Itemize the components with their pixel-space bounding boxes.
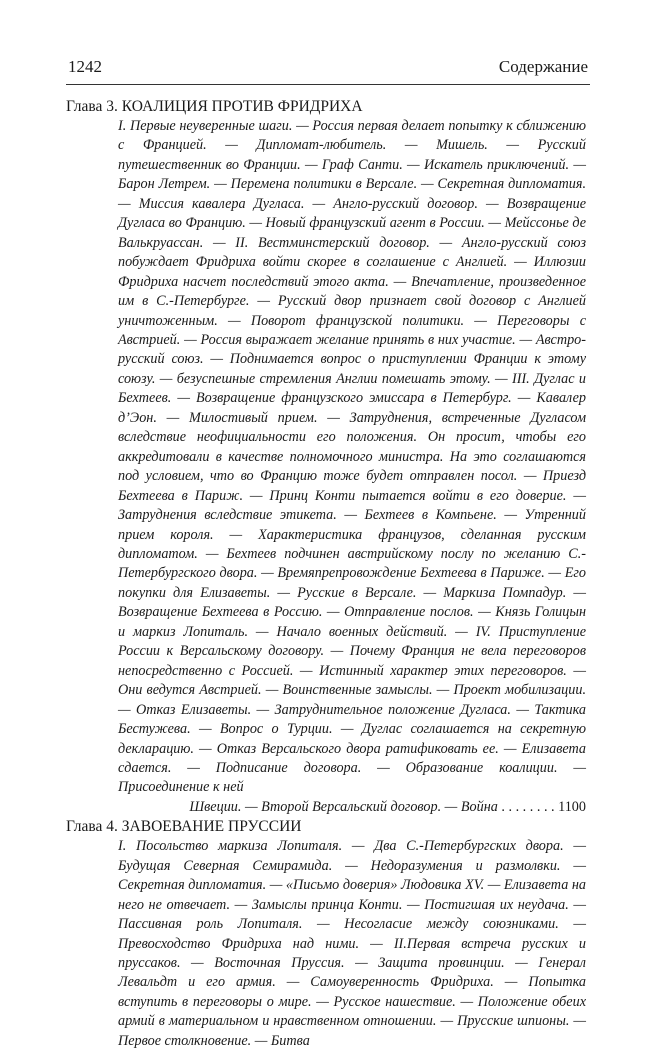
section-title: Содержание [498,57,588,76]
chapter-entry [66,817,586,1051]
dot-leader: . . . . . . . . [497,798,559,815]
chapter-summary [118,837,586,1051]
chapter-summary-last-line: Швеции. — Второй Версальский договор. — Война [189,798,498,815]
chapter-page-ref: 1100 [558,798,586,815]
chapter-summary-text: I. Посольство маркиза Лопиталя. — Два С.-Петербургских двора. — Будущая Северная Семирамида. — Недоразумения и размолвки. — Секретная дипломатия. — «Письмо доверия» Людовика XV. — Елизавета на него не отвечает. — Замыслы принца Конти. — Постигшая их неудача. — Пассивная роль Лопиталя. — Несогласие между союзниками. — Превосходство Фридриха над ними. — II.Первая встреча русских и пруссаков. — Восточная Пруссия. — Защита провинции. — Генерал Левальдт и его армия. — Самоуверенность Фридриха. — Попытка вступить в переговоры о мире. — Русское нашествие. — Положение обеих армий в материальном и нравственном отношении. — Прусские шпионы. — Первое столкновение. — Битва [118,838,586,1049]
running-header [68,56,588,78]
chapter-title: Глава 4. ЗАВОЕВАНИЕ ПРУССИИ [66,818,302,836]
chapter-summary-text: I. Первые неуверенные шаги. — Россия первая делает попытку к сближению с Францией. — Дипломат-любитель. — Мишель. — Русский путешественник во Франции. — Граф Санти. — Искатель приключений. — Барон Летрем. — Перемена политики в Версале. — Секретная дипломатия. — Миссия кавалера Дугласа. — Англо-русский договор. — Возвращение Дугласа во Францию. — Новый французский агент в России. — Мейссонье де Валькруассан. — II. Вестминстерский договор. — Англо-русский союз побуждает Фридриха войти скорее в соглашение с Англией. — Иллюзии Фридриха насчет последствий этого акта. — Впечатление, произведенное им в С.-Петербурге. — Русский двор признает свой договор с Англией уничтоженным. — Поворот французской политики. — Переговоры с Австрией. — Россия выражает желание принять в них участие. — Австро-русский союз. — Поднимается вопрос о приступлении Франции к этому союзу. — безуспешные стремления Англии помешать этому. — III. Дуглас и Бехтеев. — Возвращение французского эмиссара в Петербург. — Кавалер д’Эон. — Милостивый прием. — Затруднения, встреченные Дугласом вследствие неофициальности его положения. Он просит, чтобы его аккредитовали в качестве полномочного министра. На это соглашаются под условием, что во Францию тоже будет отправлен посол. — Приезд Бехтеева в Париж. — Принц Конти пытается войти в его доверие. — Затруднения вследствие этикета. — Бехтеев в Компьене. — Утренний прием короля. — Характеристика французов, сделанная русским дипломатом. — Бехтеев подчинен австрийскому послу по желанию С.-Петербургского двора. — Времяпрепровождение Бехтеева в Париже. — Его покупки для Елизаветы. — Русские в Версале. — Маркиза Помпадур. — Возвращение Бехтеева в Россию. — Отправление послов. — Князь Голицын и маркиз Лопиталь. — Начало военных действий. — IV. Приступление России к Версальскому договору. — Почему Франция не вела переговоров непосредственно с Россией. — Истинный характер этих переговоров. — Они ведутся Австрией. — Воинственные замыслы. — Проект мобилизации. — Отказ Елизаветы. — Затруднительное положение Дугласа. — Тактика Бестужева. — Вопрос о Турции. — Дуглас соглашается на секретную декларацию. — Отказ Версальского двора ратификовать ее. — Елизавета сдается. — Подписание договора. — Образование коалиции. — Присоединение к ней [118,118,586,796]
chapter-summary [118,117,586,817]
chapter-summary-end [118,798,586,817]
page-number: 1242 [68,57,102,76]
header-rule [66,84,590,85]
chapter-title: Глава 3. КОАЛИЦИЯ ПРОТИВ ФРИДРИХА [66,98,363,115]
toc-content [66,97,586,1051]
chapter-entry [66,97,586,817]
